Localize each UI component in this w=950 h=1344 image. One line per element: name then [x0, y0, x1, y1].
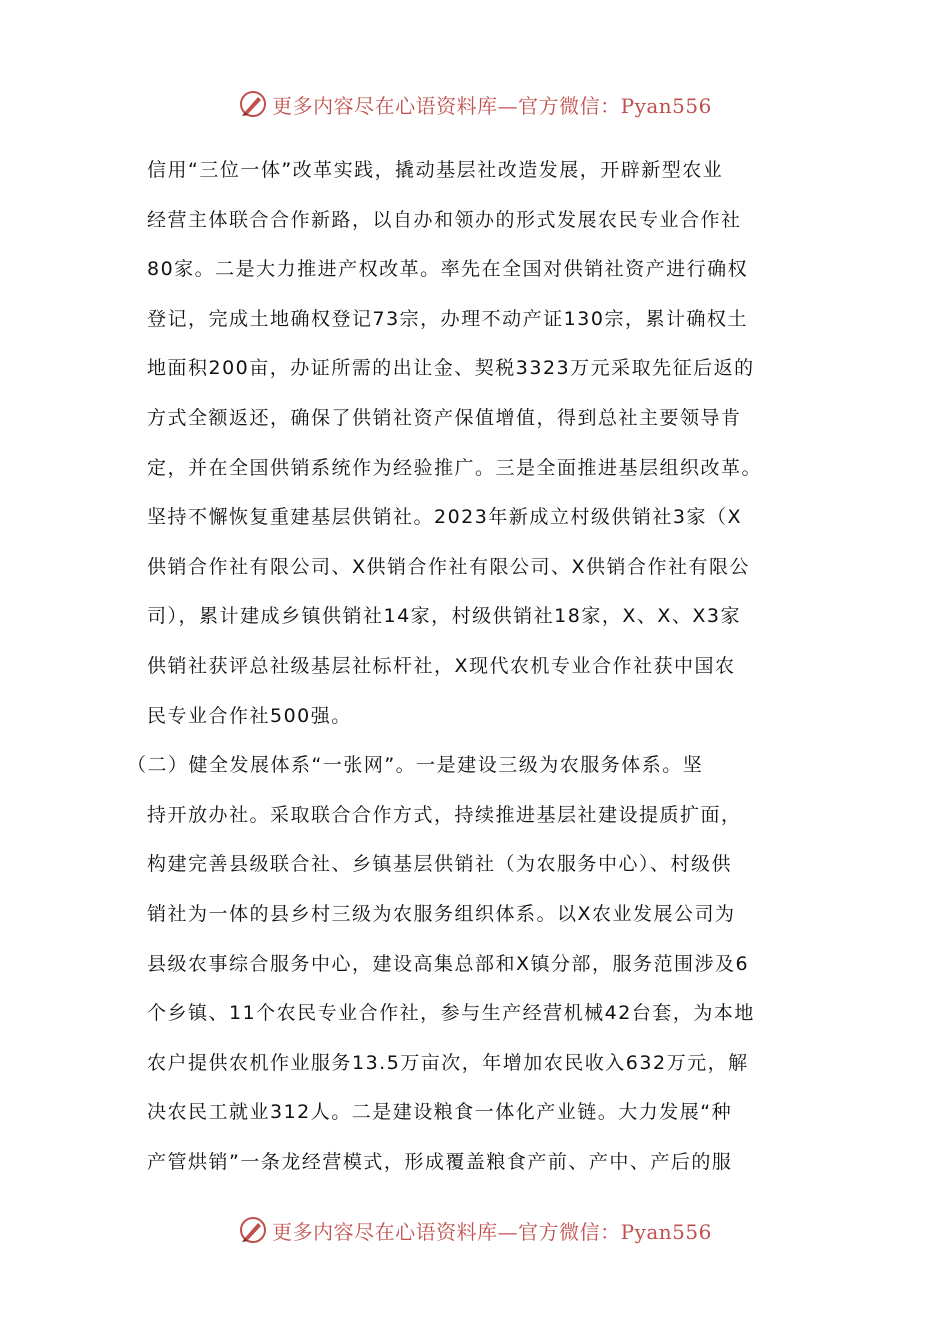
body-line: 持开放办社。采取联合合作方式，持续推进基层社建设提质扩面，: [147, 803, 742, 826]
section-heading-line: （二）健全发展体系“一张网”。一是建设三级为农服务体系。坚: [127, 754, 704, 777]
body-line: 农户提供农机作业服务13.5万亩次，年增加农民收入632万元，解: [147, 1051, 749, 1074]
document-body: [127, 146, 812, 1187]
body-line: 登记，完成土地确权登记73宗，办理不动产证130宗，累计确权土: [147, 307, 748, 330]
body-line: 坚持不懈恢复重建基层供销社。2023年新成立村级供销社3家（X: [147, 506, 742, 529]
body-line: 销社为一体的县乡村三级为农服务组织体系。以X农业发展公司为: [147, 902, 736, 925]
body-line: 80家。二是大力推进产权改革。率先在全国对供销社资产进行确权: [147, 258, 749, 281]
footer-banner-text: 更多内容尽在心语资料库—官方微信：Pyan556: [272, 1219, 712, 1244]
header-banner: [0, 84, 950, 124]
body-line: 供销社获评总社级基层社标杆社，X现代农机专业合作社获中国农: [147, 654, 736, 677]
body-line: 信用“三位一体”改革实践，撬动基层社改造发展，开辟新型农业: [147, 159, 724, 181]
header-banner-text: 更多内容尽在心语资料库—官方微信：Pyan556: [272, 93, 712, 118]
body-line: 民专业合作社500强。: [147, 704, 352, 727]
pen-logo-icon: [238, 1215, 268, 1245]
body-line: 定，并在全国供销系统作为经验推广。三是全面推进基层组织改革。: [147, 456, 763, 479]
body-line: 地面积200亩，办证所需的出让金、契税3323万元采取先征后返的: [147, 357, 755, 380]
body-line: 方式全额返还，确保了供销社资产保值增值，得到总社主要领导肯: [147, 406, 742, 429]
body-line: 经营主体联合合作新路，以自办和领办的形式发展农民专业合作社: [147, 208, 742, 231]
footer-banner: [0, 1210, 950, 1250]
body-line: 县级农事综合服务中心，建设高集总部和X镇分部，服务范围涉及6: [147, 952, 750, 975]
body-line: 个乡镇、11个农民专业合作社，参与生产经营机械42台套，为本地: [147, 1002, 755, 1025]
body-line: 产管烘销”一条龙经营模式，形成覆盖粮食产前、产中、产后的服: [147, 1150, 733, 1173]
pen-logo-icon: [238, 89, 268, 119]
body-line: 决农民工就业312人。二是建设粮食一体化产业链。大力发展“种: [147, 1101, 733, 1124]
body-line: 司），累计建成乡镇供销社14家，村级供销社18家，X、X、X3家: [147, 605, 741, 628]
body-line: 构建完善县级联合社、乡镇基层供销社（为农服务中心）、村级供: [147, 853, 733, 876]
body-line: 供销合作社有限公司、X供销合作社有限公司、X供销合作社有限公: [147, 555, 751, 578]
